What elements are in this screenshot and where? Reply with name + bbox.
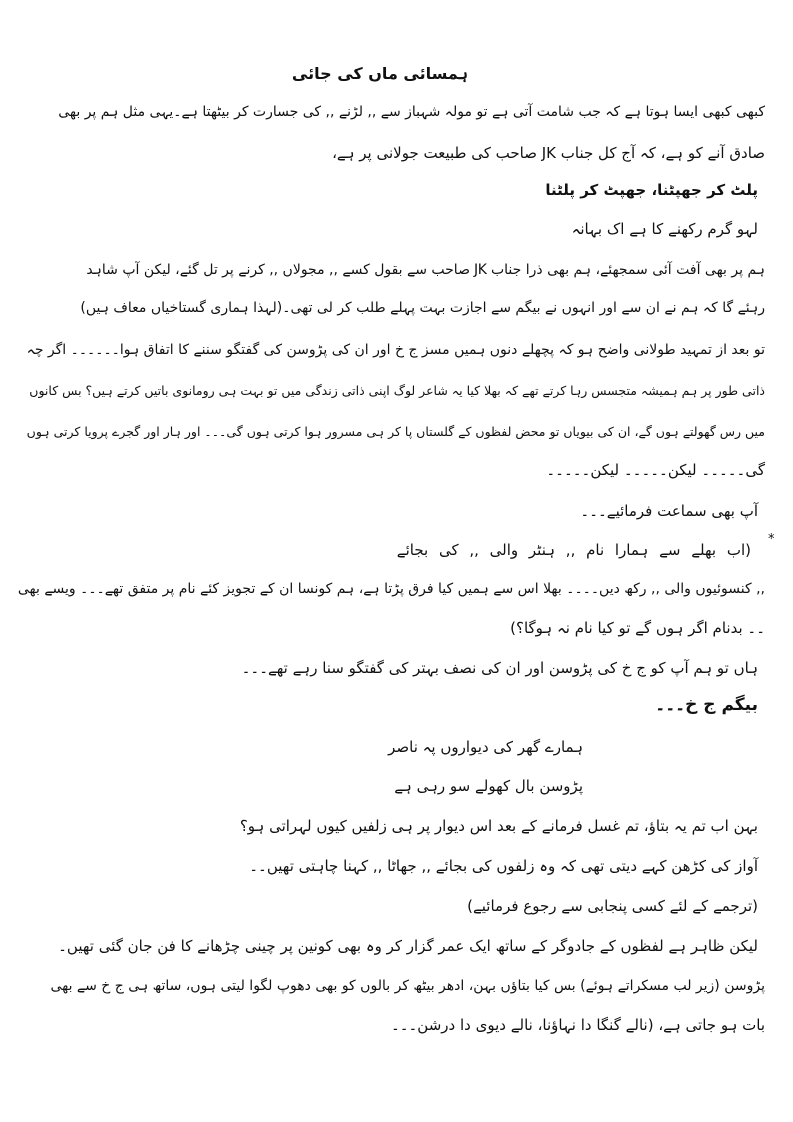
verse-line: پلٹ کر جھپٹنا، جھپٹ کر پلٹنا: [545, 181, 758, 199]
paragraph-line: گی۔۔۔۔۔ لیکن۔۔۔۔۔ لیکن۔۔۔۔۔: [546, 461, 765, 479]
paragraph-line: رہئے گا کہ ہم نے ان سے اور انہوں نے بیگم سے اجازت بہت پہلے طلب کر لی تھی۔(لہذا ہماری گستاخیاں معاف ہیں): [80, 300, 765, 316]
paragraph-line: بات ہو جاتی ہے، (نالے گنگا دا نہاؤنا، نالے دیوی دا درشن۔۔۔: [390, 1016, 765, 1034]
document-title: ہمسائی ماں کی جائی: [291, 64, 468, 83]
paragraph-line: ہم پر بھی آفت آئی سمجھئے، ہم بھی ذرا جناب JK صاحب سے بقول کسے ,, مجولاں ,, کرنے پر تل گئے، لیکن آپ شاہد: [86, 262, 765, 278]
verse-line: لہو گرم رکھنے کا ہے اک بہانہ: [571, 220, 758, 238]
verse-line: پڑوسن بال کھولے سو رہی ہے: [394, 777, 583, 795]
paragraph-line: (ترجمے کے لئے کسی پنجابی سے رجوع فرمائیے): [467, 897, 758, 915]
paragraph-line: ہاں تو ہم آپ کو ج خ کی پڑوسن اور ان کی نصف بہتر کی گفتگو سنا رہے تھے۔۔۔: [241, 659, 758, 677]
paragraph-line: ,, کنسوئیوں والی ,, رکھ دیں۔۔۔۔ بھلا اس سے ہمیں کیا فرق پڑتا ہے، ہم کونسا ان کے تجویز کئے نام پر متفق تھے۔۔۔ ویسے بھی: [17, 581, 765, 597]
verse-line: ہمارے گھر کی دیواروں پہ ناصر: [388, 738, 583, 756]
bullet-mark: *: [768, 532, 775, 547]
paragraph-line: لیکن ظاہر ہے لفظوں کے جادوگر کے ساتھ ایک عمر گزار کر وہ بھی کونین پر چینی چڑھانے کا فن جان گئی تھیں۔: [58, 937, 758, 955]
paragraph-line: آواز کی کڑھن کہے دیتی تھی کہ وہ زلفوں کی بجائے ,, جھاٹا ,, کہنا چاہتی تھیں۔۔: [249, 857, 758, 875]
paragraph-line: کبھی کبھی ایسا ہوتا ہے کہ جب شامت آتی ہے تو مولہ شہباز سے ,, لڑنے ,, کی جسارت کر بیٹھتا ہے۔یہی مثل ہم پر بھی: [58, 104, 765, 120]
paragraph-line: آپ بھی سماعت فرمائیے۔۔۔: [580, 502, 758, 520]
paragraph-line: ۔۔ بدنام اگر ہوں گے تو کیا نام نہ ہوگا؟): [510, 619, 765, 637]
paragraph-line: میں رس گھولتے ہوں گے، ان کی بیویاں تو محض لفظوں کے گلستاں پا کر ہی مسرور ہوا کرتی ہوں گی۔۔۔ اور ہار اور گجرے پرویا کرتی ہوں: [26, 424, 765, 439]
speaker-heading: بیگم ج خ۔۔۔: [655, 695, 758, 715]
paragraph-line: پڑوسن (زیر لب مسکراتے ہوئے) بس کیا بتاؤں بہن، ادھر بیٹھ کر بالوں کو بھی دھوپ لگوا لیتی ہوں، ساتھ ہی ج خ سے بھی: [50, 978, 765, 994]
paragraph-line: بہن اب تم یہ بتاؤ، تم غسل فرمانے کے بعد اس دیوار پر ہی زلفیں کیوں لہراتی ہو؟: [239, 817, 758, 835]
paragraph-line: ذاتی طور پر ہم ہمیشہ متجسس رہا کرتے تھے کہ بھلا کیا یہ شاعر لوگ اپنی ذاتی زندگی میں تو بہت ہی رومانوی باتیں کرتے ہیں؟ بس کانوں: [29, 383, 765, 398]
paragraph-line: تو بعد از تمہید طولانی واضح ہو کہ پچھلے دنوں ہمیں مسز ج خ اور ان کی پڑوسن کی گفتگو سننے کا اتفاق ہوا۔۔۔۔۔۔ اگر چہ: [26, 342, 765, 358]
paragraph-line: صادق آنے کو ہے، کہ آج کل جناب JK صاحب کی طبیعت جولانی پر ہے،: [332, 144, 765, 162]
paragraph-line: (اب بھلے سے ہمارا نام ,, ہنٹر والی ,, کی بجائے: [396, 541, 751, 559]
